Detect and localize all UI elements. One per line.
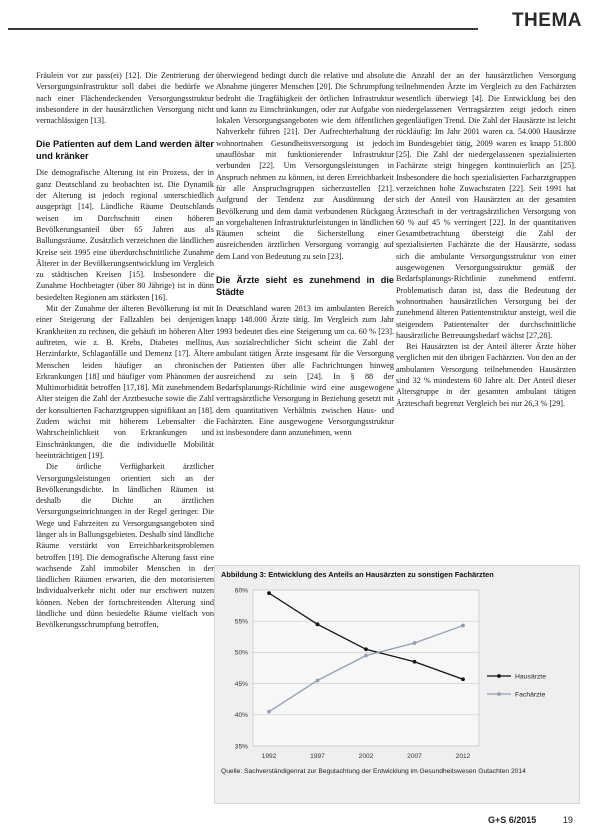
x-tick-label: 2002 xyxy=(358,753,374,760)
paragraph: die Anzahl der an der hausärztlichen Versorgung teilnehmenden Ärzte im Vergleich zu den Fachärzten wesentlich überwiegt [4]. Die Entwicklung bei den niedergelassenen Vertragsärzten zeigt jedoch einen gegenläufigen Trend. Die Zahl der Hausärzte ist leicht rückläufig: Im Jahr 2001 waren ca. 54.000 Hausärzte im Bundesgebiet tätig, 2009 waren es knapp 51.800 [25]. Die Zahl der niedergelassenen spezialisierten Fachärzte steigt hingegen kontinuierlich an [25]. Insbesondere die hoch spezialisierten Facharztgruppen verzeichnen hohe Zuwachsraten [22]. Seit 1991 hat sich der Anteil von Hausärzten an der gesamten Ärzteschaft in der vertragsärztlichen Versorgung von 60 % auf 45 % verringert [22]. In der quantitativen Gesamtbetrachtung übersteigt die Zahl der spezialisierten Fachärzte die der Hausärzte, sodass sich die ambulante Versorgungsstruktur von einer ausgewogenen Versorgungsstruktur gemäß der Bedarfsplanungs-Richtlinie zunehmend entfernt. Problematisch daran ist, dass die Bedeutung der wohnortnahen hausärztlichen Versorgung bei der zunehmend älteren Patientenstruktur ansteigt, weil die steigendem Patientenalter der durchschnittliche hausärztliche Betreuungsbedarf wächst [27,28]. xyxy=(396,71,576,340)
data-point xyxy=(461,677,465,681)
paragraph: überwiegend bedingt durch die relative und absolute Abnahme jüngerer Menschen [20]. Die Schrumpfung bedroht die Tragfähigkeit der örtlichen Infrastruktur und kann zu Einschränkungen, oder zur Aufgabe von lokalen Versorgungsangeboten wie dem öffentlichen Nahverkehr führen [21]. Der Aufrechterhaltung der wohnortnahen Gesundheitsversorgung ist jedoch unauflösbar mit funktionierender Infrastruktur verbunden [22]. Um Versorgungsleistungen in Anspruch nehmen zu können, ist deren Erreichbarkeit für alle Anspruchsgruppen sicherzustellen [21]. Aufgrund der Tendenz zur Ausdünnung der Bevölkerung und dem damit verbundenen Rückgang an vorgehaltenen Infrastrukturleistungen in ländlichen Räumen scheint die Sicherstellung einer ausreichenden ärztlichen Versorgung vorrangig auf dem Land von Bedeutung zu sein [23]. xyxy=(216,71,394,261)
legend-marker xyxy=(497,674,501,678)
x-tick-label: 2012 xyxy=(455,753,471,760)
line-chart xyxy=(215,580,579,764)
column-3 xyxy=(396,70,576,409)
plot-area xyxy=(253,590,479,746)
data-point xyxy=(413,641,417,645)
issue: 6/2015 xyxy=(508,815,537,825)
paragraph: Fräulein vor zur pass(ei) [12]. Die Zentrierung der Versorgungsinfrastruktur soll dabei die bedürfe we nach einer Flächendeckenden Versorgungsstruktur insbesondere in der hausärztlichen Versorgung nicht vernachlässigen [13]. xyxy=(36,71,214,126)
data-point xyxy=(364,647,368,651)
journal-name: G+S xyxy=(488,815,507,825)
header-rule xyxy=(8,28,478,30)
figure-source: Quelle: Sachverständigenrat zur Begutachtung der Entwicklung im Gesundheitswesen Gutachten 2014 xyxy=(221,768,526,775)
y-tick-label: 45% xyxy=(234,680,248,688)
data-point xyxy=(267,710,271,714)
legend-label: Hausärzte xyxy=(515,673,546,681)
paragraph: Mit der Zunahme der älteren Bevölkerung ist mit einer Steigerung der Fallzahlen bei denjenigen Krankheiten zu rechnen, die gehäuft im höheren Alter auftreten, wie z. B. Krebs, Diabetes mellitus, Herzinfarkte, Schlaganfälle und Demenz [17]. Ältere Menschen leiden häufiger an chronischen Erkrankungen [18] und häufiger vom Phänomen der Multimorbidität betroffen [17,18]. Mit zunehmendem Alter steigen die Zahl der Arztbesuche sowie die Zahl der konsultierten Facharztgruppen signifikant an [18]. Zudem wächst mit höherem Lebensalter die Wahrscheinlichkeit von Erkrankungen und Einschränkungen, die die individuelle Mobilität beeinträchtigen [19]. xyxy=(36,304,214,460)
section-heading: Die Ärzte sieht es zunehmend in die Städte xyxy=(216,275,394,298)
data-point xyxy=(267,591,271,595)
section-label: THEMA xyxy=(511,10,582,31)
y-tick-label: 40% xyxy=(234,712,248,720)
column-2 xyxy=(216,70,394,439)
y-tick-label: 55% xyxy=(234,618,248,626)
column-1 xyxy=(36,70,214,631)
x-tick-label: 1997 xyxy=(310,753,325,760)
x-tick-label: 2007 xyxy=(407,753,422,760)
data-point xyxy=(461,624,465,628)
x-tick-label: 1992 xyxy=(261,753,277,760)
data-point xyxy=(316,679,320,683)
paragraph: Bei Hausärzten ist der Anteil älterer Ärzte höher verglichen mit den übrigen Fachärzten. Von den an der ambulanten Versorgung teilnehmenden Hausärzten sind 32 % mindestens 60 Jahre alt. Der Anteil dieser Altersgruppe in der gesamten ambulant tätigen Ärzteschaft begrenzt Vergleich bei nur 26,3 % [29]. xyxy=(396,342,576,408)
data-point xyxy=(364,654,368,658)
paragraph: In Deutschland waren 2013 im ambulanten Bereich knapp 148.000 Ärzte tätig. Im Vergleich zum Jahr 1993 bedeutet dies eine Steigerung um ca. 60 % [23]. Aus sozialrechtlicher Sicht scheint die Zahl der ambulant tätigen Ärzte insgesamt für die Versorgung der Patienten über alle Fachrichtungen hinweg ausreichend zu sein [24]. In § 88 der Bedarfsplanungs-Richtlinie wird eine ausgewogene vertragsärztliche Versorgung in Beziehung gesetzt mit dem quantitativen Verhältnis zwischen Haus- und Fachärzten. Eine ausgewogene Versorgungsstruktur ist insbesondere dann anzunehmen, wenn xyxy=(216,304,394,438)
figure-title: Abbildung 3: Entwicklung des Anteils an Hausärzten zu sonstigen Fachärzten xyxy=(221,570,494,579)
footer xyxy=(488,815,573,825)
paragraph: Die demografische Alterung ist ein Prozess, der in ganz Deutschland zu beobachten ist. Die Dynamik der Alterung ist jedoch regional unterschiedlich ausgeprägt [14]. Ländliche Räume Deutschlands weisen im Durchschnitt einen höheren Bevölkerungsanteil über 65 Jahren aus als Ballungsräume. Zusätzlich verzeichnen die ländlichen Kreise seit 1995 eine überdurchschnittliche Zunahme Älterer in der Bevölkerungsentwicklung im Vergleich zu städtischen Kreisen [15]. Insbesondere die Zunahme Hochbetagter (über 80 Jährige) ist in dünn besiedelten Regionen am stärksten [16]. xyxy=(36,168,214,302)
paragraph: Die örtliche Verfügbarkeit ärztlicher Versorgungsleistungen orientiert sich an der Bevölkerungsdichte. In ländlichen Räumen ist deshalb die Dichte an ärztlichen Versorgungseinrichtungen in der Regel geringer. Die Wege und Fahrzeiten zu Versorgungsangeboten sind länger als in Ballungsgebieten. Deshalb sind ländliche Räume verstärkt von Erreichbarkeitsproblemen betroffen [19]. Die demografische Alterung fasst eine wachsende Zahl immobiler Menschen in der ländlichen Räumen erwarten, die den motorisierten Individualverkehr nicht oder nur erschwert nutzen können. Neben der fortschreitenden Alterung sind ländliche und dünn besiedelte Räume vielfach von Bevölkerungsschrumpfung betroffen, xyxy=(36,462,214,630)
section-heading: Die Patienten auf dem Land werden älter und kränker xyxy=(36,139,214,162)
y-tick-label: 35% xyxy=(234,743,248,751)
legend-label: Fachärzte xyxy=(515,691,546,699)
y-tick-label: 60% xyxy=(234,587,248,595)
figure xyxy=(214,565,580,804)
legend-marker xyxy=(497,692,501,696)
data-point xyxy=(316,622,320,626)
page-number: 19 xyxy=(562,815,573,825)
y-tick-label: 50% xyxy=(234,649,248,657)
data-point xyxy=(413,660,417,664)
